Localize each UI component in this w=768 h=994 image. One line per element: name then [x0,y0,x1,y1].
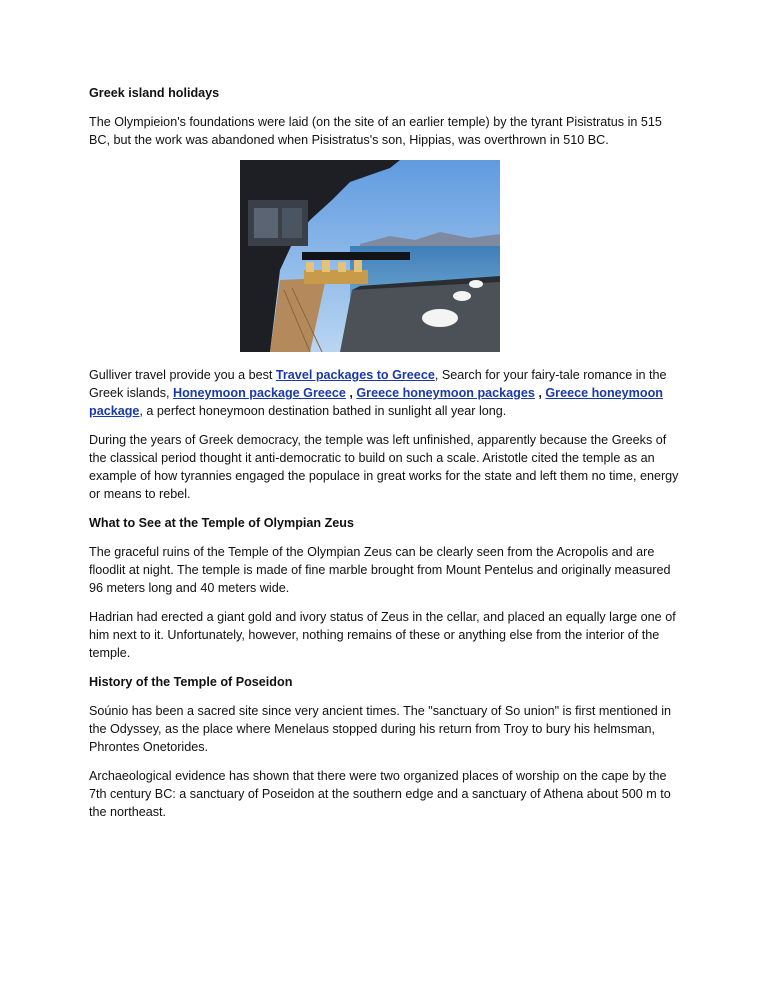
paragraph-gulliver-travel [89,366,679,420]
document-page [89,84,679,832]
link-greece-honeymoon-packages[interactable]: Greece honeymoon packages [356,386,535,400]
link-honeymoon-package-greece[interactable]: Honeymoon package Greece [173,386,346,400]
heading-greek-island-holidays: Greek island holidays [89,86,220,100]
paragraph-sounio: Soúnio has been a sacred site since very ancient times. The "sanctuary of So union" is first mentioned in the Odyssey, as the place where Menelaus stopped during his return from Troy to bury his helmsman, Phrontes Onetorides. [89,704,672,754]
paragraph-hadrian: Hadrian had erected a giant gold and ivory status of Zeus in the cellar, and placed an equally large one of him next to it. Unfortunately, however, nothing remains of these or anything else from the interior of the temple. [89,610,676,660]
paragraph-graceful-ruins: The graceful ruins of the Temple of the Olympian Zeus can be clearly seen from the Acropolis and are floodlit at night. The temple is made of fine marble brought from Mount Pentelus and originally measured 96 meters long and 40 meters wide. [89,545,671,595]
paragraph-archaeological-evidence: Archaeological evidence has shown that there were two organized places of worship on the cape by the 7th century BC: a sanctuary of Poseidon at the southern edge and a sanctuary of Athena about 500 m to the northeast. [89,769,671,819]
heading-what-to-see: What to See at the Temple of Olympian Zeus [89,516,354,530]
gulliver-text-2: , Search for your fairy-tale romance in the Greek islands, [89,368,667,400]
heading-history-poseidon: History of the Temple of Poseidon [89,675,293,689]
link-travel-packages-greece[interactable]: Travel packages to Greece [275,368,435,382]
gulliver-text-3: , a perfect honeymoon destination bathed in sunlight all year long. [139,404,507,418]
link-separator-1: , [345,386,357,400]
paragraph-olympieion: The Olympieion's foundations were laid (on the site of an earlier temple) by the tyrant Pisistratus in 515 BC, but the work was abandoned when Pisistratus's son, Hippias, was overthrown in 510 BC. [89,115,662,147]
yacht-deck-photo [240,160,500,352]
paragraph-greek-democracy: During the years of Greek democracy, the temple was left unfinished, apparently because the Greeks of the classical period thought it anti-democratic to build on such a scale. Aristotle cited the temple as an example of how tyrannies engaged the populace in great works for the state and left them no time, energy or means to rebel. [89,433,679,501]
link-greece-honeymoon-package[interactable]: Greece honeymoon package [89,386,663,418]
gulliver-text-1: Gulliver travel provide you a best [89,368,276,382]
link-separator-2: , [534,386,546,400]
